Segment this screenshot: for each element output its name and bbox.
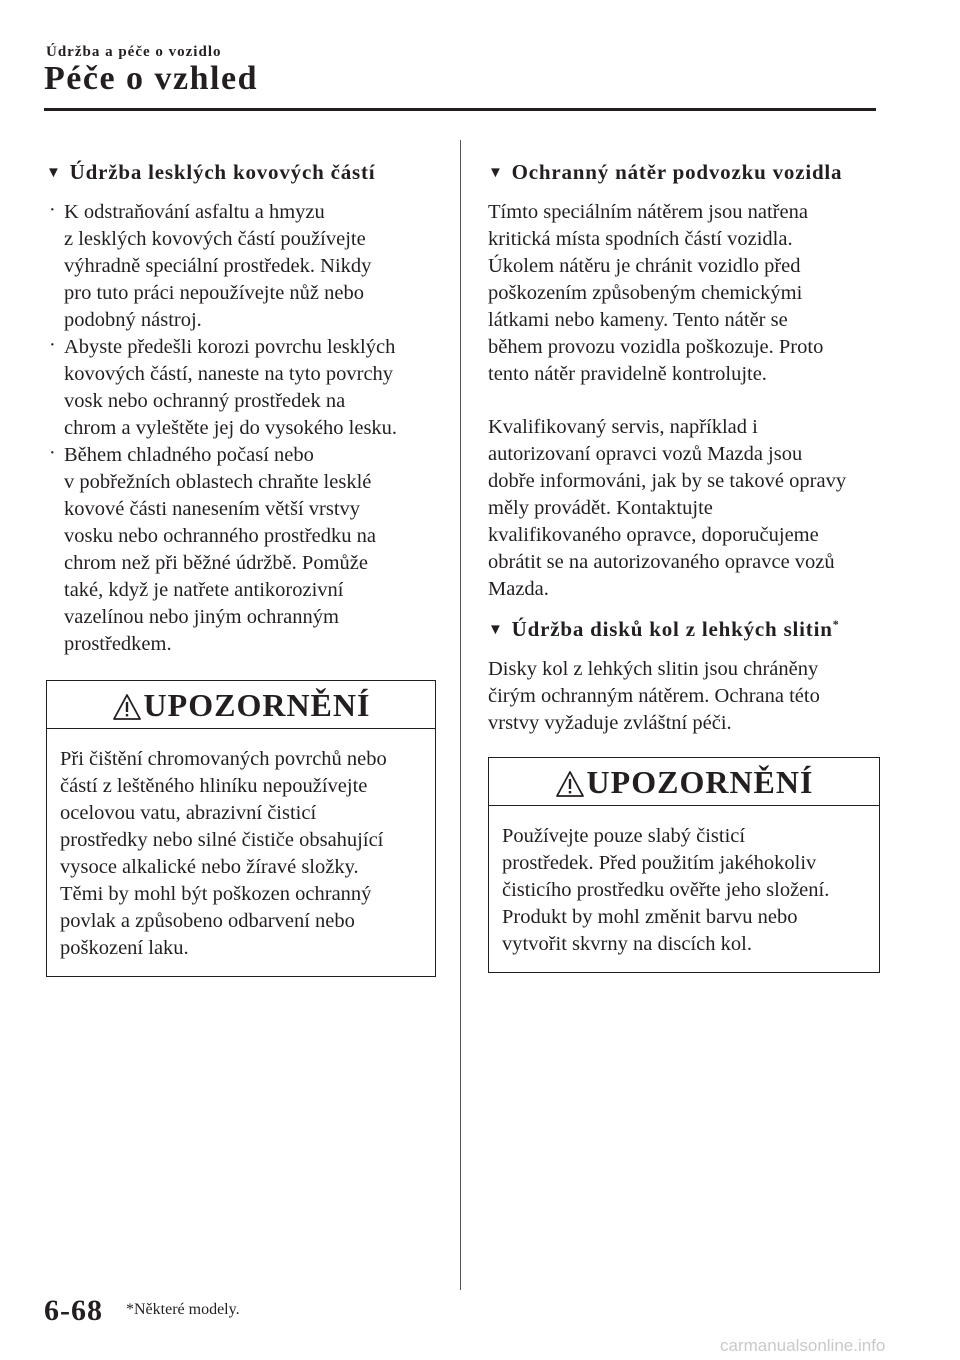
bullet-line: Abyste předešli korozi povrchu lesklých xyxy=(64,336,396,358)
paragraph xyxy=(488,656,880,737)
bullet-line: Během chladného počasí nebo xyxy=(64,444,314,466)
column-divider xyxy=(460,140,461,1290)
paragraph-line: tento nátěr pravidelně kontrolujte. xyxy=(488,363,767,385)
section-heading-underbody xyxy=(488,160,880,185)
bullet-dot-icon: · xyxy=(49,199,56,221)
list-item xyxy=(46,199,436,334)
footnote-mark: * xyxy=(832,617,840,631)
paragraph-line: Kvalifikovaný servis, například i xyxy=(488,416,758,438)
bullet-line: chrom než při běžné údržbě. Pomůže xyxy=(64,552,368,574)
page-number: 6-68 xyxy=(44,1294,103,1327)
bullet-line: výhradně speciální prostředek. Nikdy xyxy=(64,255,372,277)
caution-line: Používejte pouze slabý čisticí xyxy=(502,825,746,847)
bullet-line: prostředkem. xyxy=(64,633,172,655)
caution-line: prostředek. Před použitím jakéhokoliv xyxy=(502,852,817,874)
paragraph xyxy=(488,414,880,603)
paragraph-line: poškozením způsobeným chemickými xyxy=(488,282,803,304)
caution-body xyxy=(47,729,435,976)
caution-line: Těmi by mohl být poškozen ochranný xyxy=(60,883,372,905)
caution-box xyxy=(488,757,880,973)
section-heading-text: Údržba lesklých kovových částí xyxy=(69,160,376,184)
bullet-line: z lesklých kovových částí používejte xyxy=(64,228,366,250)
bullet-line: vazelínou nebo jiným ochranným xyxy=(64,606,339,628)
paragraph-line: dobře informováni, jak by se takové opravy xyxy=(488,470,847,492)
paragraph-line: čirým ochranným nátěrem. Ochrana této xyxy=(488,685,820,707)
paragraph-line: vrstvy vyžaduje zvláštní péči. xyxy=(488,712,732,734)
footnote: *Některé modely. xyxy=(126,1301,240,1318)
paragraph-line: kritická místa spodních částí vozidla. xyxy=(488,228,793,250)
paragraph-line: kvalifikovaného opravce, doporučujeme xyxy=(488,524,819,546)
caution-line: prostředky nebo silné čističe obsahující xyxy=(60,829,384,851)
caution-header xyxy=(47,681,435,729)
section-heading-text: Údržba disků kol z lehkých slitin xyxy=(511,617,833,641)
caution-line: vysoce alkalické nebo žíravé složky. xyxy=(60,856,359,878)
bullet-line: chrom a vyleštěte jej do vysokého lesku. xyxy=(64,417,398,439)
triangle-down-icon: ▼ xyxy=(488,622,504,638)
bullet-line: v pobřežních oblastech chraňte lesklé xyxy=(64,471,372,493)
bullet-line: pro tuto práci nepoužívejte nůž nebo xyxy=(64,282,364,304)
left-column xyxy=(46,160,436,977)
paragraph xyxy=(488,199,880,388)
section-heading-metal-parts xyxy=(46,160,436,185)
warning-triangle-icon xyxy=(112,693,142,721)
breadcrumb: Údržba a péče o vozidlo xyxy=(46,44,222,60)
bullet-line: K odstraňování asfaltu a hmyzu xyxy=(64,201,325,223)
bullet-line: kovových částí, naneste na tyto povrchy xyxy=(64,363,394,385)
section-heading-text: Ochranný nátěr podvozku vozidla xyxy=(511,160,843,184)
paragraph-line: měly provádět. Kontaktujte xyxy=(488,497,713,519)
paragraph-line: Disky kol z lehkých slitin jsou chráněny xyxy=(488,658,819,680)
caution-body xyxy=(489,806,879,972)
caution-line: povlak a způsobeno odbarvení nebo xyxy=(60,910,355,932)
paragraph-line: během provozu vozidla poškozuje. Proto xyxy=(488,336,824,358)
paragraph-line: látkami nebo kameny. Tento nátěr se xyxy=(488,309,788,331)
list-item xyxy=(46,442,436,658)
paragraph-line: Úkolem nátěru je chránit vozidlo před xyxy=(488,255,801,277)
caution-line: částí z leštěného hliníku nepoužívejte xyxy=(60,775,368,797)
paragraph-line: obrátit se na autorizovaného opravce vozů xyxy=(488,551,835,573)
caution-line: Produkt by mohl změnit barvu nebo xyxy=(502,906,798,928)
caution-header xyxy=(489,758,879,806)
list-item xyxy=(46,334,436,442)
right-column xyxy=(488,160,880,973)
triangle-down-icon: ▼ xyxy=(46,165,62,181)
caution-line: ocelovou vatu, abrazivní čisticí xyxy=(60,802,317,824)
bullet-line: vosk nebo ochranný prostředek na xyxy=(64,390,346,412)
bullet-line: podobný nástroj. xyxy=(64,309,202,331)
page-title: Péče o vzhled xyxy=(44,60,258,97)
watermark: carmanualsonline.info xyxy=(720,1336,886,1355)
section-heading-alloy-wheels xyxy=(488,617,880,642)
caution-line: vytvořit skvrny na discích kol. xyxy=(502,933,752,955)
caution-line: poškození laku. xyxy=(60,937,189,959)
bullet-line: kovové části nanesením větší vrstvy xyxy=(64,498,361,520)
bullet-list xyxy=(46,199,436,658)
bullet-dot-icon: · xyxy=(49,334,56,356)
caution-line: čisticího prostředku ověřte jeho složení. xyxy=(502,879,830,901)
bullet-dot-icon: · xyxy=(49,442,56,464)
caution-title: UPOZORNĚNÍ xyxy=(586,764,814,800)
warning-triangle-icon xyxy=(555,770,585,798)
title-rule xyxy=(44,108,876,111)
paragraph-line: Mazda. xyxy=(488,578,549,600)
paragraph-line: autorizovaní opravci vozů Mazda jsou xyxy=(488,443,803,465)
bullet-line: také, když je natřete antikorozivní xyxy=(64,579,344,601)
paragraph-line: Tímto speciálním nátěrem jsou natřena xyxy=(488,201,808,223)
triangle-down-icon: ▼ xyxy=(488,165,504,181)
caution-line: Při čištění chromovaných povrchů nebo xyxy=(60,748,387,770)
bullet-line: vosku nebo ochranného prostředku na xyxy=(64,525,376,547)
caution-title: UPOZORNĚNÍ xyxy=(143,687,371,723)
caution-box xyxy=(46,680,436,977)
